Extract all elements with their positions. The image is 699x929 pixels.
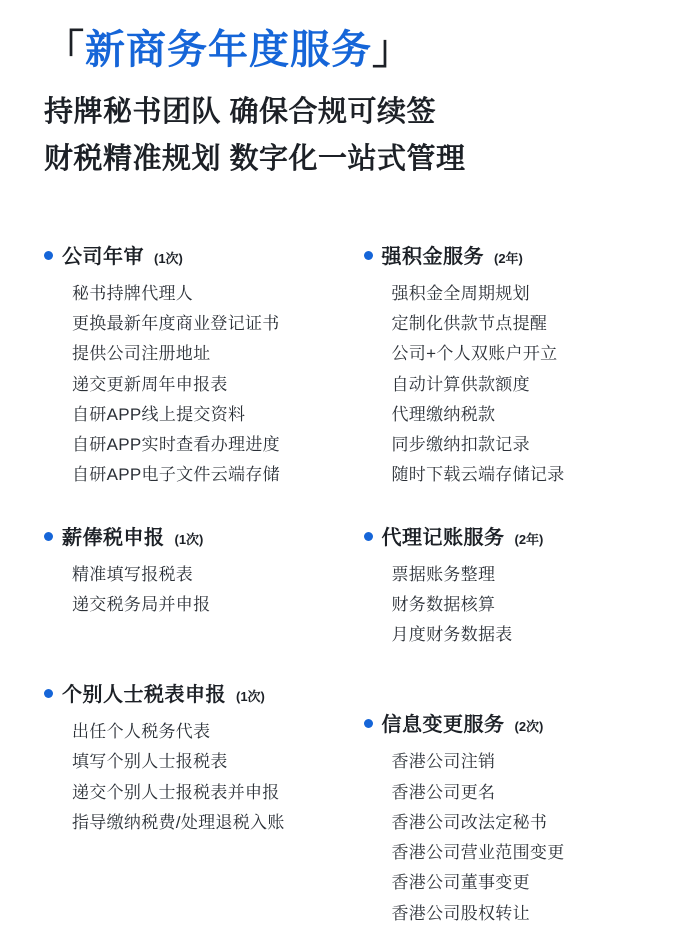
list-item: 指导缴纳税费/处理退税入账: [72, 812, 285, 832]
bracket-close: 」: [372, 28, 413, 72]
subtitle-line-2: 财税精准规划 数字化一站式管理: [44, 142, 466, 175]
service-group-header: [44, 521, 352, 550]
service-group-title: 公司年审: [62, 245, 144, 268]
service-item-list: [44, 717, 352, 838]
list-item: 定制化供款节点提醒: [391, 314, 548, 334]
bracket-open: 「: [44, 28, 85, 72]
list-item: 自研APP线上提交资料: [72, 404, 246, 424]
list-item: 更换最新年度商业登记证书: [72, 314, 280, 334]
service-group-header: [364, 240, 660, 269]
service-item-list: [364, 279, 660, 491]
service-group-title: 强积金服务: [381, 245, 484, 268]
list-item: 月度财务数据表: [391, 625, 513, 645]
service-item-list: [44, 279, 352, 491]
service-group: [364, 521, 660, 651]
bullet-dot-icon: [364, 719, 373, 728]
list-item: 提供公司注册地址: [72, 344, 211, 364]
service-group-title: 个别人士税表申报: [62, 684, 226, 707]
left-column: [44, 240, 352, 929]
bullet-dot-icon: [364, 532, 373, 541]
service-group-qty: (1次): [236, 689, 265, 705]
list-item: 秘书持牌代理人: [72, 283, 194, 303]
service-group-qty: (2年): [494, 250, 523, 266]
bullet-dot-icon: [44, 532, 53, 541]
list-item: 递交更新周年申报表: [72, 374, 228, 394]
bullet-dot-icon: [44, 251, 53, 260]
service-item-list: [44, 560, 352, 621]
subtitle-line-1: 持牌秘书团队 确保合规可续签: [44, 96, 437, 128]
page-title: [44, 26, 659, 74]
list-item: 自研APP实时查看办理进度: [72, 435, 280, 455]
service-item-list: [364, 747, 660, 929]
list-item: 代理缴纳税款: [391, 404, 496, 424]
list-item: 香港公司营业范围变更: [391, 843, 565, 863]
list-item: 精准填写报税表: [72, 564, 194, 584]
service-group: [364, 240, 660, 491]
list-item: 同步缴纳扣款记录: [391, 435, 530, 455]
service-group-header: [364, 708, 660, 737]
list-item: 公司+个人双账户开立: [391, 344, 558, 364]
service-group-header: [44, 678, 352, 707]
service-item-list: [364, 560, 660, 651]
service-group-title: 代理记账服务: [381, 526, 505, 549]
service-columns: [44, 240, 659, 929]
list-item: 填写个别人士报税表: [72, 752, 228, 772]
list-item: 随时下载云端存储记录: [391, 465, 565, 485]
service-group: [44, 521, 352, 621]
bullet-dot-icon: [364, 251, 373, 260]
list-item: 强积金全周期规划: [391, 283, 530, 303]
service-group-header: [44, 240, 352, 269]
list-item: 自研APP电子文件云端存储: [72, 465, 280, 485]
list-item: 香港公司更名: [391, 782, 496, 802]
list-item: 出任个人税务代表: [72, 722, 211, 742]
service-group-qty: (2年): [514, 531, 544, 547]
page-title-text: 新商务年度服务: [85, 28, 372, 72]
list-item: 递交个别人士报税表并申报: [72, 782, 280, 802]
list-item: 香港公司注销: [391, 752, 496, 772]
service-group-qty: (2次): [514, 719, 544, 735]
bullet-dot-icon: [44, 689, 53, 698]
list-item: 香港公司股权转让: [391, 903, 530, 923]
list-item: 递交税务局并申报: [72, 594, 211, 614]
list-item: 香港公司董事变更: [391, 873, 530, 893]
right-column: [352, 240, 660, 929]
service-group: [44, 678, 352, 838]
list-item: 财务数据核算: [391, 594, 496, 614]
service-group-header: [364, 521, 660, 550]
list-item: 自动计算供款额度: [391, 374, 530, 394]
service-group-title: 薪俸税申报: [62, 526, 165, 549]
service-group-qty: (1次): [154, 250, 183, 266]
service-group-qty: (1次): [174, 531, 204, 547]
list-item: 香港公司改法定秘书: [391, 812, 548, 832]
service-group: [364, 708, 660, 929]
service-group: [44, 240, 352, 491]
service-group-title: 信息变更服务: [381, 714, 505, 737]
list-item: 票据账务整理: [391, 564, 496, 584]
